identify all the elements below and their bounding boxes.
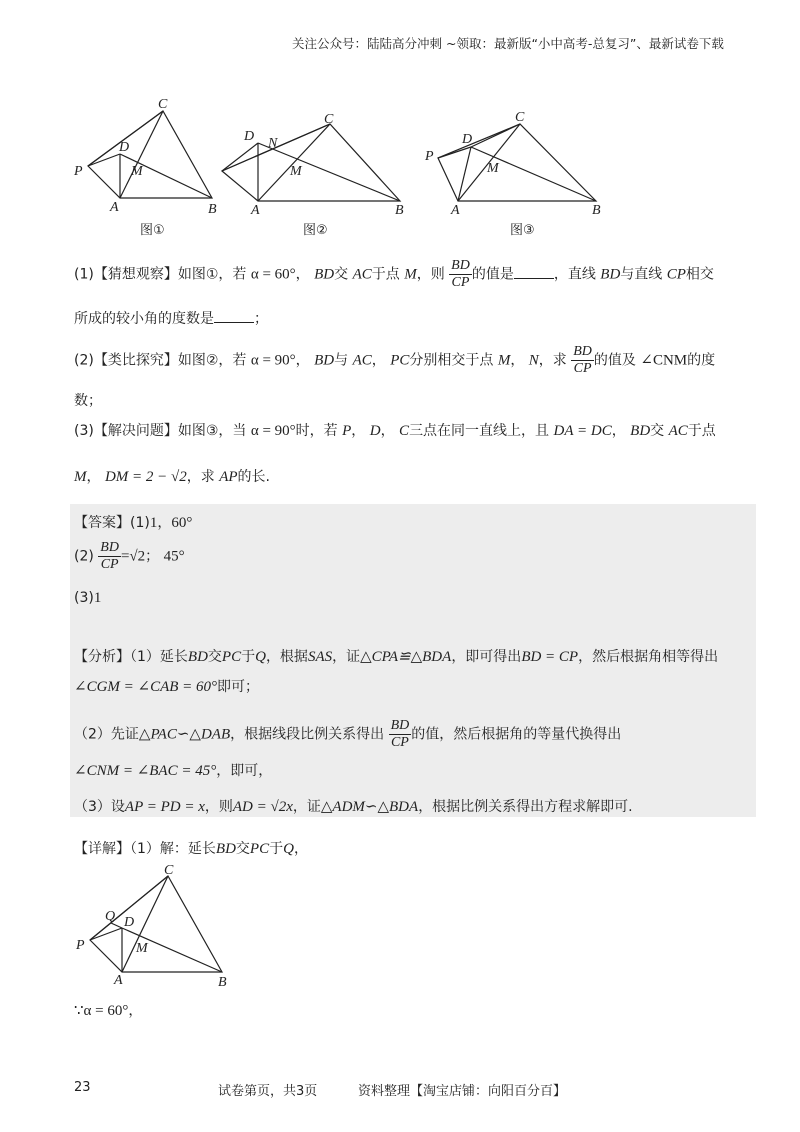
analysis-line-5: （3）设AP = PD = x，则AD = √2x，证△ADM∽△BDA，根据比例关系得出方程求解即可. [74, 799, 633, 815]
detail-line-2: ∵α = 60°， [74, 1003, 143, 1019]
page-number: 23 [74, 1080, 91, 1095]
analysis-line-1: 【分析】（1）延长BD交PC于Q，根据SAS，证△CPA≌△BDA，即可得出BD = CP，然后根据角相等得出 [74, 649, 719, 665]
fig3-label-M: M [487, 161, 499, 176]
detail-label-P: P [76, 938, 85, 953]
q1-fraction: $\frac{BD}{CP}$ [451, 258, 470, 290]
answer-label: 【答案】 [74, 515, 130, 531]
fig2-label-N: N [268, 136, 278, 151]
answer-line-3: (3)1 [74, 590, 102, 606]
q2-fraction: $\frac{BD}{CP}$ [573, 344, 592, 376]
detail-label-C: C [164, 863, 174, 878]
detail-figure [70, 862, 230, 992]
fig1-label-D: D [119, 140, 130, 155]
detail-label-Q: Q [105, 909, 116, 924]
question-1-line-2: 所成的较小角的度数是 ； [74, 308, 268, 328]
fig2-label-M: M [290, 164, 302, 179]
fig1-caption: 图① [140, 223, 165, 238]
detail-label-A: A [114, 973, 123, 988]
fig3-label-A: A [451, 203, 460, 218]
answer-fraction: $\frac{BD}{CP}$ [100, 540, 119, 572]
fig2-label-C: C [324, 112, 334, 127]
analysis-line-4: ∠CNM = ∠BAC = 45°，即可， [74, 763, 273, 779]
fig3-label-P: P [425, 149, 434, 164]
fig2-label-D: D [244, 129, 255, 144]
question-2-line-2: 数； [74, 393, 102, 409]
footer-source: 资料整理【淘宝店铺：向阳百分百】 [358, 1084, 567, 1099]
fig2-label-A: A [251, 203, 260, 218]
page-header: 关注公众号：陆陆高分冲刺 ~领取：最新版“小中高考-总复习”、最新试卷下载 [292, 36, 724, 51]
fig2-caption: 图② [303, 223, 328, 238]
question-2-line-1: (2)【类比探究】如图②，若 α = 90°， BD与 AC， PC分别相交于点 M， N，求 $\frac{BD}{CP}$ 的值及 ∠CNM的度 [74, 344, 716, 376]
fig3-caption: 图③ [510, 223, 535, 238]
answer-line-2: (2) $\frac{BD}{CP}$ =√2； 45° [74, 540, 185, 572]
fig1-label-B: B [208, 202, 217, 217]
analysis-line-3: （2）先证△PAC∽△DAB，根据线段比例关系得出 $\frac{BD}{CP}$ 的值，然后根据角的等量代换得出 [74, 718, 622, 750]
answer-line-1: 【答案】(1)1，60° [74, 515, 193, 531]
analysis-label: 【分析】 [74, 649, 130, 665]
analysis-fraction: $\frac{BD}{CP}$ [390, 718, 410, 750]
fig3-label-D: D [462, 132, 473, 147]
question-1-line-1: (1)【猜想观察】如图①，若 α = 60°， BD交 AC于点 M，则 $\frac{BD}{CP}$ 的值是 ，直线 BD与直线 CP相交 [74, 258, 714, 290]
q1-blank-1 [514, 264, 554, 279]
fig1-label-P: P [74, 164, 83, 179]
fig3-label-C: C [515, 110, 525, 125]
detail-label-D: D [124, 915, 135, 930]
footer-text: 试卷第页，共3页 [218, 1084, 318, 1099]
fig2-label-B: B [395, 203, 404, 218]
fig1-label-C: C [158, 97, 168, 112]
figure-1 [88, 111, 212, 198]
q1-blank-2 [214, 308, 254, 323]
detail-label-B: B [218, 975, 227, 990]
detail-line-1: 【详解】（1）解：延长BD交PC于Q， [74, 841, 308, 857]
question-3-line-1: (3)【解决问题】如图③，当 α = 90°时，若 P， D， C三点在同一直线上，且 DA = DC， BD交 AC于点 [74, 423, 716, 439]
detail-label: 【详解】 [74, 841, 130, 857]
detail-label-M: M [136, 941, 148, 956]
question-3-line-2: M， DM = 2 − √2，求 AP的长. [74, 469, 270, 485]
fig3-label-B: B [592, 203, 601, 218]
figure-row [0, 95, 800, 340]
fig1-label-M: M [131, 164, 143, 179]
fig1-label-A: A [110, 200, 119, 215]
analysis-line-2: ∠CGM = ∠CAB = 60°即可； [74, 679, 260, 695]
